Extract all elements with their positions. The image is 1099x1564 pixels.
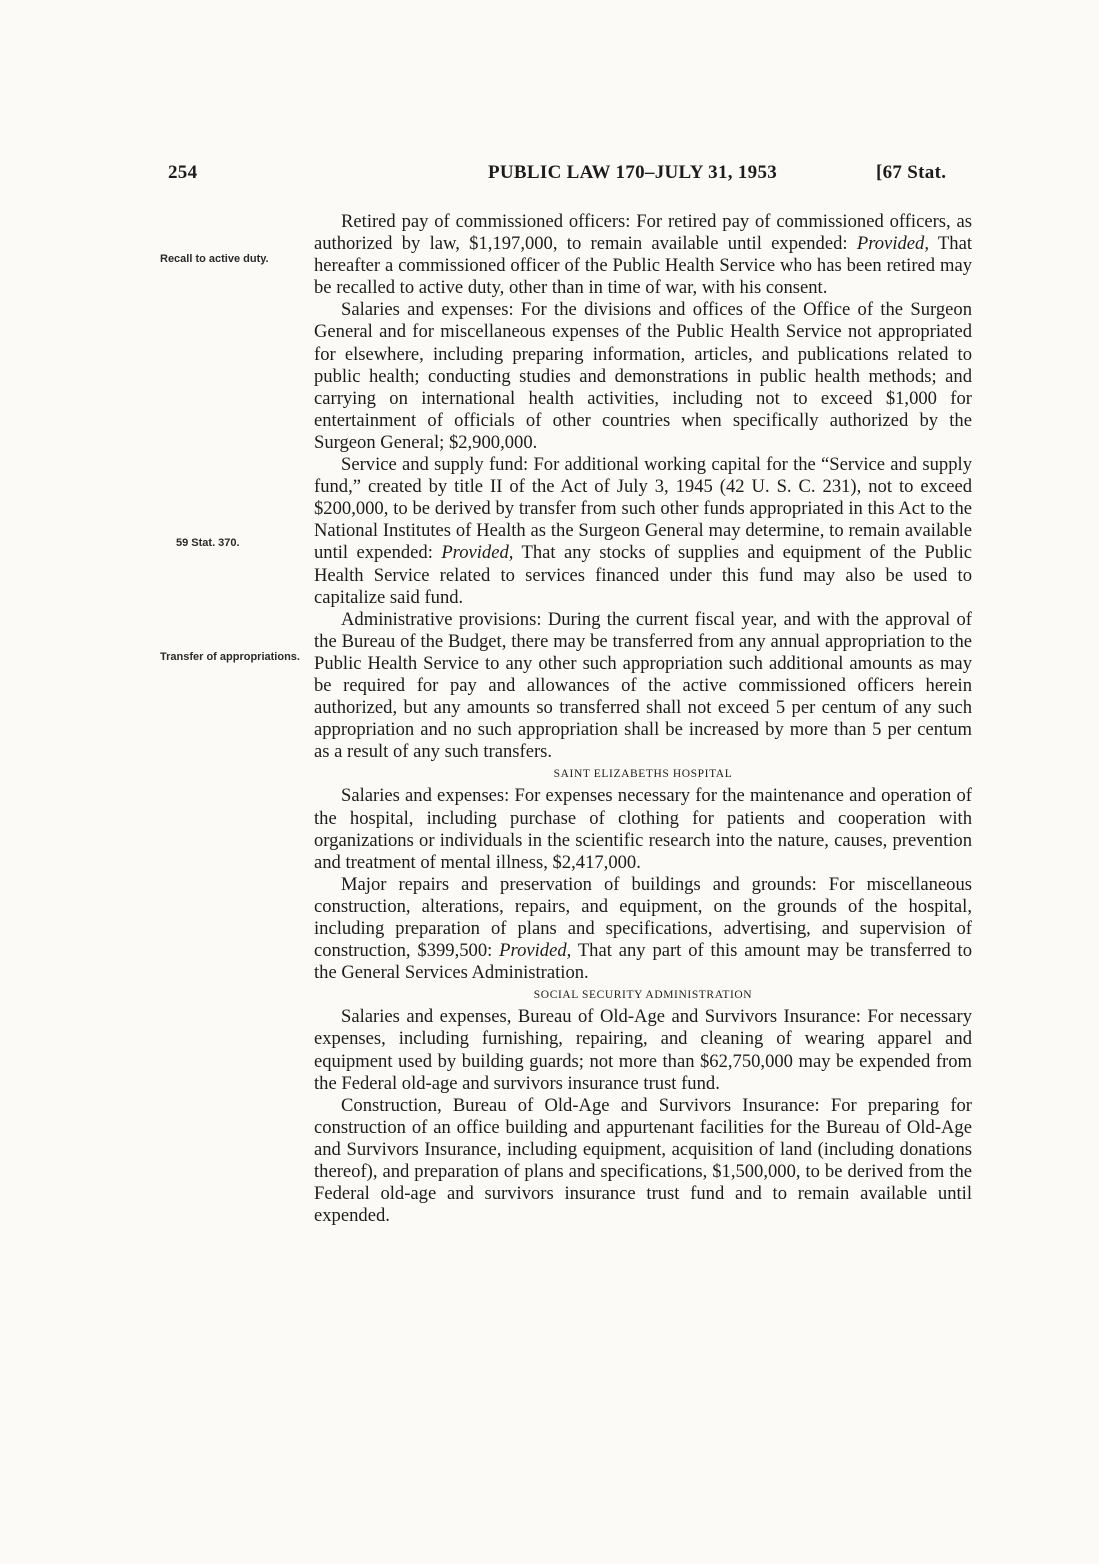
section-heading-saint-elizabeths: SAINT ELIZABETHS HOSPITAL xyxy=(553,768,733,781)
paragraph-oasi-construction: Construction, Bureau of Old-Age and Survivors Insurance: For preparing for construction of an office building and appurtenant facilities for the Bureau of Old-Age and Survivors Insurance, including equipment, acquisition of land (including donations thereof), and preparation of plans and specifications, $1,500,000, to be derived from the Federal old-age and survivors insurance trust fund and to remain available until expended. xyxy=(314,1094,972,1227)
paragraph-service-supply-fund: Service and supply fund: For additional working capital for the “Service and supply fund,” created by title II of the Act of July 3, 1945 (42 U. S. C. 231), not to exceed $200,000, to be derived by transfer from such other funds appropriated in this Act to the National Institutes of Health as the Surgeon General may determine, to remain available until expended: Provided, That any stocks of supplies and equipment of the Public Health Service related to services financed under this fund may also be used to capitalize said fund. xyxy=(314,454,972,608)
paragraph-oasi-salaries: Salaries and expenses, Bureau of Old-Age and Survivors Insurance: For necessary expenses, including furnishing, repairing, and cleaning of wearing apparel and equipment used by building guards; not more than $62,750,000 may be expended from the Federal old-age and survivors insurance trust fund. xyxy=(314,1006,972,1094)
margin-note-transfer: Transfer of appropriations. xyxy=(160,651,300,663)
running-title: PUBLIC LAW 170–JULY 31, 1953 xyxy=(488,162,778,183)
margin-note-recall: Recall to active duty. xyxy=(160,253,269,265)
provided-italic: Provided, xyxy=(499,940,572,962)
body-text xyxy=(314,211,972,1227)
provided-italic: Provided, xyxy=(441,542,514,564)
margin-note-statute: 59 Stat. 370. xyxy=(176,537,240,549)
page-number: 254 xyxy=(168,162,198,183)
paragraph-salaries-expenses: Salaries and expenses: For the divisions and offices of the Office of the Surgeon General and for miscellaneous expenses of the Public Health Service not appropriated for elsewhere, including preparing information, articles, and publications related to public health; conducting studies and demonstrations in public health methods; and carrying on international health activities, including not to exceed $1,000 for entertainment of officials of other countries when specifically authorized by the Surgeon General; $2,900,000. xyxy=(314,299,972,453)
paragraph-hospital-salaries: Salaries and expenses: For expenses necessary for the maintenance and operation of the hospital, including purchase of clothing for patients and cooperation with organizations or individuals in the scientific research into the nature, causes, prevention and treatment of mental illness, $2,417,000. xyxy=(314,785,972,873)
section-heading-social-security: SOCIAL SECURITY ADMINISTRATION xyxy=(533,989,753,1002)
paragraph-retired-pay: Retired pay of commissioned officers: For retired pay of commissioned officers, as authorized by law, $1,197,000, to remain available until expended: Provided, That hereafter a commissioned officer of the Public Health Service who has been retired may be recalled to active duty, other than in time of war, with his consent. xyxy=(314,211,972,299)
volume-reference: [67 Stat. xyxy=(876,162,947,183)
paragraph-major-repairs: Major repairs and preservation of buildings and grounds: For miscellaneous construction, alterations, repairs, and equipment, on the grounds of the hospital, including preparation of plans and specifications, advertising, and supervision of construction, $399,500: Provided, That any part of this amount may be transferred to the General Services Administration. xyxy=(314,873,972,984)
provided-italic: Provided, xyxy=(856,233,929,255)
paragraph-administrative-provisions: Administrative provisions: During the current fiscal year, and with the approval of the Bureau of the Budget, there may be transferred from any annual appropriation to the Public Health Service to any other such appropriation such additional amounts as may be required for pay and allowances of the active commissioned officers herein authorized, but any amounts so transferred shall not exceed 5 per centum of any such appropriation and no such appropriation shall be increased by more than 5 per centum as a result of any such transfers. xyxy=(314,608,972,763)
